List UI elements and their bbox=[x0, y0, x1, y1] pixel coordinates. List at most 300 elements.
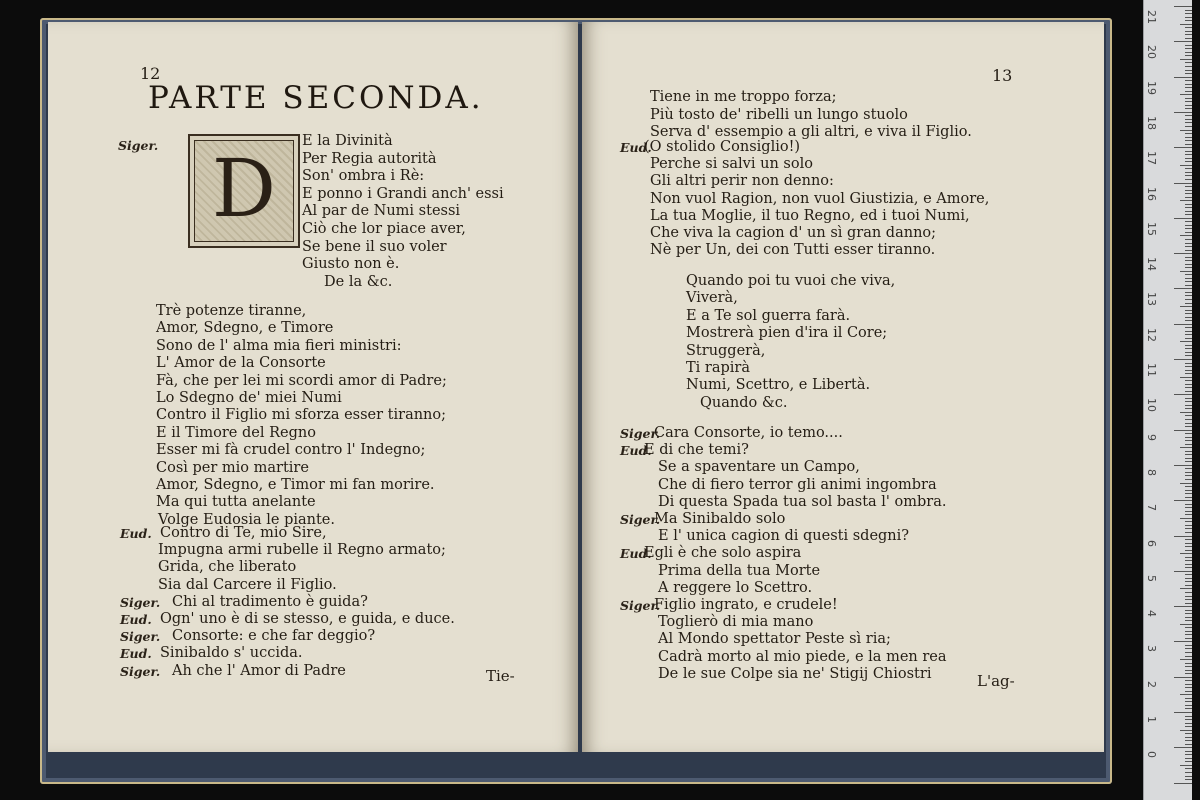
ruler-tick bbox=[1185, 331, 1192, 332]
ruler-tick bbox=[1180, 588, 1192, 589]
ruler-tick bbox=[1174, 783, 1192, 784]
ruler-tick bbox=[1185, 348, 1192, 349]
ruler-tick bbox=[1185, 673, 1192, 674]
ruler-tick bbox=[1185, 172, 1192, 173]
ruler-tick bbox=[1185, 458, 1192, 459]
ruler-tick bbox=[1185, 514, 1192, 515]
ruler-tick bbox=[1174, 41, 1192, 42]
ruler-tick bbox=[1185, 758, 1192, 759]
ruler-tick bbox=[1185, 497, 1192, 498]
text-line: Fà, che per lei mi scordi amor di Padre; bbox=[156, 372, 447, 389]
ruler-tick bbox=[1185, 34, 1192, 35]
ruler-tick bbox=[1185, 723, 1192, 724]
left-page bbox=[48, 22, 578, 752]
ruler-tick bbox=[1180, 24, 1192, 25]
text-line: Di questa Spada tua sol basta l' ombra. bbox=[658, 493, 947, 510]
ruler-tick bbox=[1174, 606, 1192, 607]
text-line: Impugna armi rubelle il Regno armato; bbox=[158, 542, 446, 559]
text-line: Se bene il suo voler bbox=[302, 238, 447, 255]
ruler-tick bbox=[1180, 59, 1192, 60]
ruler-tick bbox=[1174, 112, 1192, 113]
ruler-tick bbox=[1185, 701, 1192, 702]
ruler-tick bbox=[1185, 472, 1192, 473]
text-line: E il Timore del Regno bbox=[156, 424, 316, 441]
ruler-number: 17 bbox=[1145, 151, 1158, 166]
ruler-tick bbox=[1185, 126, 1192, 127]
ruler-tick bbox=[1180, 730, 1192, 731]
ruler-tick bbox=[1185, 186, 1192, 187]
ruler-tick bbox=[1185, 610, 1192, 611]
ruler-tick bbox=[1180, 165, 1192, 166]
ruler-tick bbox=[1185, 363, 1192, 364]
text-line: Ciò che lor piace aver, bbox=[302, 221, 466, 237]
text-line: Gli altri perir non denno: bbox=[650, 173, 834, 190]
ruler-tick bbox=[1185, 98, 1192, 99]
ruler-tick bbox=[1180, 130, 1192, 131]
ruler-tick bbox=[1185, 38, 1192, 39]
ruler-number: 8 bbox=[1145, 468, 1158, 476]
ruler-tick bbox=[1185, 698, 1192, 699]
ruler-tick bbox=[1180, 306, 1192, 307]
ruler-number: 20 bbox=[1145, 45, 1158, 60]
ruler-tick bbox=[1185, 599, 1192, 600]
ruler-number: 13 bbox=[1145, 292, 1158, 307]
ruler-tick bbox=[1185, 532, 1192, 533]
ruler-number: 19 bbox=[1145, 80, 1158, 95]
ruler-tick bbox=[1185, 751, 1192, 752]
ruler-tick bbox=[1185, 264, 1192, 265]
ruler-tick bbox=[1185, 634, 1192, 635]
ruler-tick bbox=[1185, 528, 1192, 529]
ruler-tick bbox=[1174, 218, 1192, 219]
ruler-number: 21 bbox=[1145, 10, 1158, 24]
ruler-tick bbox=[1185, 479, 1192, 480]
text-line: E l' unica cagion di questi sdegni? bbox=[658, 528, 910, 545]
ruler-tick bbox=[1185, 603, 1192, 604]
text-line: Sono de l' alma mia fieri ministri: bbox=[156, 337, 402, 354]
speaker-label: Siger. bbox=[620, 598, 661, 613]
text-line: Sinibaldo s' uccida. bbox=[160, 645, 303, 662]
ruler-tick bbox=[1185, 154, 1192, 155]
ruler-tick bbox=[1185, 295, 1192, 296]
ruler-tick bbox=[1185, 225, 1192, 226]
ruler-tick bbox=[1185, 281, 1192, 282]
ruler-tick bbox=[1185, 585, 1192, 586]
text-line: Serva d' essempio a gli altri, e viva il Figlio. bbox=[650, 124, 972, 140]
ruler-tick bbox=[1185, 415, 1192, 416]
ruler-tick bbox=[1185, 232, 1192, 233]
ruler-tick bbox=[1180, 200, 1192, 201]
text-line: Così per mio martire bbox=[156, 459, 309, 476]
ruler-tick bbox=[1174, 147, 1192, 148]
ruler-tick bbox=[1185, 744, 1192, 745]
ruler-tick bbox=[1185, 776, 1192, 777]
ruler-tick bbox=[1185, 327, 1192, 328]
ruler-tick bbox=[1185, 401, 1192, 402]
ruler-tick bbox=[1185, 687, 1192, 688]
speaker-label: Siger. bbox=[120, 594, 161, 610]
ruler-tick bbox=[1174, 465, 1192, 466]
ruler-tick bbox=[1185, 207, 1192, 208]
text-line: Trè potenze tiranne, bbox=[156, 303, 307, 319]
ruler-tick bbox=[1185, 398, 1192, 399]
ruler-tick bbox=[1185, 680, 1192, 681]
text-line: Ogn' uno è di se stesso, e guida, e duce. bbox=[160, 611, 455, 627]
ruler-tick bbox=[1180, 341, 1192, 342]
page-number-right: 13 bbox=[992, 66, 1013, 85]
ruler-tick bbox=[1185, 440, 1192, 441]
ruler-tick bbox=[1185, 560, 1192, 561]
ruler-tick bbox=[1185, 511, 1192, 512]
speaker-label: Siger. bbox=[118, 138, 159, 153]
ruler-tick bbox=[1185, 87, 1192, 88]
ruler-tick bbox=[1185, 70, 1192, 71]
ruler-tick bbox=[1185, 243, 1192, 244]
text-line: Grida, che liberato bbox=[158, 559, 297, 576]
ruler-number: 5 bbox=[1145, 574, 1158, 582]
speaker-label: Siger. bbox=[120, 629, 161, 645]
text-line: Volge Eudosia le piante. bbox=[158, 511, 335, 528]
ruler-number: 3 bbox=[1145, 645, 1158, 653]
ruler-tick bbox=[1185, 574, 1192, 575]
ruler-number: 4 bbox=[1145, 610, 1158, 618]
ruler-tick bbox=[1174, 6, 1192, 7]
text-line: Struggerà, bbox=[686, 342, 766, 359]
ruler-tick bbox=[1185, 454, 1192, 455]
ruler-tick bbox=[1180, 235, 1192, 236]
ruler-tick bbox=[1185, 228, 1192, 229]
ruler-tick bbox=[1185, 373, 1192, 374]
ruler-tick bbox=[1185, 596, 1192, 597]
ruler-tick bbox=[1185, 193, 1192, 194]
ruler-tick bbox=[1185, 17, 1192, 18]
ruler-tick bbox=[1185, 648, 1192, 649]
ruler-tick bbox=[1180, 94, 1192, 95]
text-line: De la &c. bbox=[324, 273, 393, 290]
ruler-tick bbox=[1185, 257, 1192, 258]
ruler-tick bbox=[1174, 500, 1192, 501]
ruler-tick bbox=[1180, 271, 1192, 272]
ruler-tick bbox=[1185, 726, 1192, 727]
ruler-tick bbox=[1185, 550, 1192, 551]
ruler-tick bbox=[1185, 80, 1192, 81]
ruler-tick bbox=[1185, 250, 1192, 251]
text-line: Al par de Numi stessi bbox=[302, 203, 461, 220]
ruler-tick bbox=[1185, 48, 1192, 49]
ruler-tick bbox=[1185, 260, 1192, 261]
ruler-tick bbox=[1185, 507, 1192, 508]
text-line: Perche si salvi un solo bbox=[650, 156, 813, 173]
text-line: Che viva la cagion d' un sì gran danno; bbox=[650, 225, 937, 241]
ruler-tick bbox=[1185, 486, 1192, 487]
text-line: Toglierò di mia mano bbox=[658, 614, 814, 631]
text-line: Nè per Un, dei con Tutti esser tiranno. bbox=[650, 242, 936, 259]
ruler-tick bbox=[1185, 31, 1192, 32]
ruler-tick bbox=[1185, 108, 1192, 109]
ruler-tick bbox=[1185, 719, 1192, 720]
text-line: E di che temi? bbox=[644, 442, 749, 459]
ruler-tick bbox=[1185, 151, 1192, 152]
text-line: La tua Moglie, il tuo Regno, ed i tuoi Numi, bbox=[650, 207, 970, 224]
ruler-tick bbox=[1185, 274, 1192, 275]
ruler-tick bbox=[1185, 246, 1192, 247]
ruler-tick bbox=[1174, 324, 1192, 325]
ruler-number: 6 bbox=[1145, 539, 1158, 547]
ruler-tick bbox=[1185, 313, 1192, 314]
text-line: Tiene in me troppo forza; bbox=[650, 89, 837, 105]
ruler-tick bbox=[1185, 66, 1192, 67]
ruler-tick bbox=[1185, 468, 1192, 469]
ruler-tick bbox=[1185, 366, 1192, 367]
ruler-tick bbox=[1185, 740, 1192, 741]
ruler-tick bbox=[1174, 536, 1192, 537]
ruler-tick bbox=[1174, 677, 1192, 678]
ruler-tick bbox=[1185, 115, 1192, 116]
text-line: Se a spaventare un Campo, bbox=[658, 459, 860, 476]
ruler-tick bbox=[1185, 652, 1192, 653]
text-line: Ti rapirà bbox=[686, 360, 750, 376]
ruler-tick bbox=[1185, 338, 1192, 339]
text-line: Che di fiero terror gli animi ingombra bbox=[658, 476, 937, 493]
ruler-tick bbox=[1180, 659, 1192, 660]
ruler-tick bbox=[1185, 161, 1192, 162]
ruler-tick bbox=[1185, 197, 1192, 198]
ruler-tick bbox=[1185, 55, 1192, 56]
ruler-tick bbox=[1185, 27, 1192, 28]
ruler-tick bbox=[1185, 45, 1192, 46]
text-line: Cadrà morto al mio piede, e la men rea bbox=[658, 648, 947, 665]
ruler-tick bbox=[1185, 214, 1192, 215]
ruler-number: 16 bbox=[1145, 186, 1158, 201]
ruler-tick bbox=[1185, 564, 1192, 565]
ruler-tick bbox=[1185, 334, 1192, 335]
ruler-tick bbox=[1185, 581, 1192, 582]
ruler-tick bbox=[1174, 394, 1192, 395]
ruler-tick bbox=[1185, 20, 1192, 21]
ruler-tick bbox=[1185, 620, 1192, 621]
ruler-tick bbox=[1185, 691, 1192, 692]
ruler-number: 12 bbox=[1145, 327, 1158, 342]
ruler-tick bbox=[1185, 408, 1192, 409]
text-line: Al Mondo spettator Peste sì ria; bbox=[658, 631, 891, 648]
ruler-tick bbox=[1185, 352, 1192, 353]
page-number-left: 12 bbox=[140, 64, 161, 83]
ruler-tick bbox=[1185, 627, 1192, 628]
ruler-tick bbox=[1185, 62, 1192, 63]
text-line: Consorte: e che far deggio? bbox=[172, 628, 376, 645]
ruler-tick bbox=[1185, 140, 1192, 141]
ruler-tick bbox=[1185, 119, 1192, 120]
text-line: Son' ombra i Rè: bbox=[302, 168, 425, 185]
ruler-tick bbox=[1185, 613, 1192, 614]
text-line: Non vuol Ragion, non vuol Giustizia, e Amore, bbox=[650, 190, 990, 207]
text-line: Lo Sdegno de' miei Numi bbox=[156, 390, 342, 406]
ruler-tick bbox=[1180, 412, 1192, 413]
text-line: Contro il Figlio mi sforza esser tiranno; bbox=[156, 407, 447, 424]
ruler-tick bbox=[1180, 624, 1192, 625]
ruler-tick bbox=[1185, 292, 1192, 293]
ruler-tick bbox=[1185, 384, 1192, 385]
ruler-number: 1 bbox=[1145, 716, 1158, 723]
ruler-tick bbox=[1185, 320, 1192, 321]
ruler-tick bbox=[1185, 204, 1192, 205]
text-line: Chi al tradimento è guida? bbox=[172, 593, 368, 610]
ruler-tick bbox=[1185, 557, 1192, 558]
ruler-tick bbox=[1185, 631, 1192, 632]
text-line: Quando poi tu vuoi che viva, bbox=[686, 273, 896, 289]
text-line: (O stolido Consiglio!) bbox=[644, 139, 801, 155]
text-line: E la Divinità bbox=[302, 133, 393, 149]
ruler-tick bbox=[1185, 461, 1192, 462]
text-line: Giusto non è. bbox=[302, 256, 400, 273]
ruler-tick bbox=[1185, 345, 1192, 346]
text-line: Sia dal Carcere il Figlio. bbox=[158, 576, 337, 593]
ruler-tick bbox=[1185, 638, 1192, 639]
ruler-tick bbox=[1185, 355, 1192, 356]
ruler-tick bbox=[1185, 101, 1192, 102]
ruler-tick bbox=[1185, 567, 1192, 568]
ruler-tick bbox=[1185, 405, 1192, 406]
text-line: Esser mi fà crudel contro l' Indegno; bbox=[156, 442, 426, 459]
ruler-tick bbox=[1185, 137, 1192, 138]
ruler-tick bbox=[1185, 303, 1192, 304]
ruler-tick bbox=[1174, 288, 1192, 289]
speaker-label: Eud. bbox=[120, 612, 152, 627]
catchword: L'ag- bbox=[977, 672, 1015, 690]
text-line: Ma Sinibaldo solo bbox=[654, 511, 786, 527]
ruler-tick bbox=[1174, 183, 1192, 184]
ruler-tick bbox=[1174, 430, 1192, 431]
ruler-tick bbox=[1185, 144, 1192, 145]
ruler-tick bbox=[1185, 73, 1192, 74]
ruler-tick bbox=[1185, 716, 1192, 717]
ruler-tick bbox=[1185, 317, 1192, 318]
ruler-number: 15 bbox=[1145, 221, 1158, 236]
ruler-tick bbox=[1185, 543, 1192, 544]
ruler-number: 0 bbox=[1145, 751, 1158, 759]
ruler-tick bbox=[1185, 13, 1192, 14]
ruler-tick bbox=[1185, 168, 1192, 169]
ruler-tick bbox=[1185, 437, 1192, 438]
measurement-ruler bbox=[1143, 0, 1192, 800]
ruler-tick bbox=[1185, 663, 1192, 664]
speaker-label: Siger. bbox=[620, 512, 661, 527]
ruler-tick bbox=[1185, 444, 1192, 445]
speaker-label: Siger. bbox=[120, 663, 161, 679]
text-line: De le sue Colpe sia ne' Stigij Chiostri bbox=[658, 665, 932, 682]
ruler-tick bbox=[1180, 694, 1192, 695]
text-line: Più tosto de' ribelli un lungo stuolo bbox=[650, 106, 908, 123]
ruler-tick bbox=[1185, 105, 1192, 106]
ruler-tick bbox=[1185, 10, 1192, 11]
ruler-number: 10 bbox=[1145, 398, 1158, 413]
ruler-number: 14 bbox=[1145, 257, 1158, 272]
ruler-tick bbox=[1185, 391, 1192, 392]
ruler-tick bbox=[1174, 253, 1192, 254]
text-line: Ma qui tutta anelante bbox=[156, 494, 316, 511]
ruler-tick bbox=[1185, 419, 1192, 420]
text-line: E ponno i Grandi anch' essi bbox=[302, 185, 504, 202]
ruler-tick bbox=[1185, 380, 1192, 381]
speaker-label: Eud. bbox=[620, 443, 652, 459]
ruler-tick bbox=[1185, 179, 1192, 180]
ruler-tick bbox=[1185, 705, 1192, 706]
speaker-label: Eud. bbox=[620, 140, 652, 155]
text-line: Ah che l' Amor di Padre bbox=[172, 662, 346, 679]
ruler-tick bbox=[1185, 737, 1192, 738]
ruler-tick bbox=[1174, 77, 1192, 78]
ruler-tick bbox=[1185, 267, 1192, 268]
speaker-label: Siger. bbox=[620, 426, 661, 441]
text-line: Amor, Sdegno, e Timor mi fan morire. bbox=[156, 477, 435, 493]
ruler-tick bbox=[1180, 377, 1192, 378]
ruler-tick bbox=[1185, 768, 1192, 769]
ruler-tick bbox=[1185, 490, 1192, 491]
ruler-tick bbox=[1185, 525, 1192, 526]
ruler-tick bbox=[1185, 84, 1192, 85]
ruler-tick bbox=[1185, 158, 1192, 159]
ruler-tick bbox=[1185, 617, 1192, 618]
text-line: Per Regia autorità bbox=[302, 150, 437, 167]
ruler-tick bbox=[1185, 387, 1192, 388]
text-line: L' Amor de la Consorte bbox=[156, 355, 326, 372]
ruler-tick bbox=[1185, 211, 1192, 212]
ruler-tick bbox=[1185, 656, 1192, 657]
initial-letter: D bbox=[211, 142, 277, 235]
ruler-number: 7 bbox=[1145, 504, 1158, 512]
ruler-tick bbox=[1185, 772, 1192, 773]
ruler-tick bbox=[1185, 539, 1192, 540]
text-line: Amor, Sdegno, e Timore bbox=[156, 320, 334, 337]
ruler-tick bbox=[1185, 592, 1192, 593]
ruler-tick bbox=[1185, 708, 1192, 709]
ruler-tick bbox=[1185, 91, 1192, 92]
ruler-tick bbox=[1185, 754, 1192, 755]
ruler-tick bbox=[1180, 483, 1192, 484]
ruler-tick bbox=[1180, 518, 1192, 519]
ruler-tick bbox=[1185, 504, 1192, 505]
text-line: Egli è che solo aspira bbox=[644, 545, 802, 562]
ruler-tick bbox=[1185, 521, 1192, 522]
ruler-tick bbox=[1185, 645, 1192, 646]
ruler-tick bbox=[1185, 475, 1192, 476]
ruler-tick bbox=[1185, 493, 1192, 494]
text-line: E a Te sol guerra farà. bbox=[686, 307, 851, 324]
ruler-number: 18 bbox=[1145, 115, 1158, 130]
ruler-tick bbox=[1185, 426, 1192, 427]
text-line: Viverà, bbox=[686, 290, 738, 307]
speaker-label: Eud. bbox=[120, 526, 152, 541]
ruler-tick bbox=[1185, 370, 1192, 371]
right-page bbox=[582, 22, 1104, 752]
ruler-tick bbox=[1185, 433, 1192, 434]
ruler-tick bbox=[1185, 761, 1192, 762]
ruler-tick bbox=[1185, 285, 1192, 286]
ruler-tick bbox=[1185, 239, 1192, 240]
ruler-tick bbox=[1185, 666, 1192, 667]
ruler-tick bbox=[1185, 122, 1192, 123]
ruler-tick bbox=[1185, 310, 1192, 311]
ruler-tick bbox=[1185, 670, 1192, 671]
ruler-tick bbox=[1180, 447, 1192, 448]
ruler-tick bbox=[1185, 546, 1192, 547]
ruler-tick bbox=[1185, 578, 1192, 579]
ruler-tick bbox=[1185, 451, 1192, 452]
ruler-tick bbox=[1174, 712, 1192, 713]
ruler-tick bbox=[1174, 747, 1192, 748]
ruler-tick bbox=[1185, 423, 1192, 424]
ruler-tick bbox=[1185, 133, 1192, 134]
